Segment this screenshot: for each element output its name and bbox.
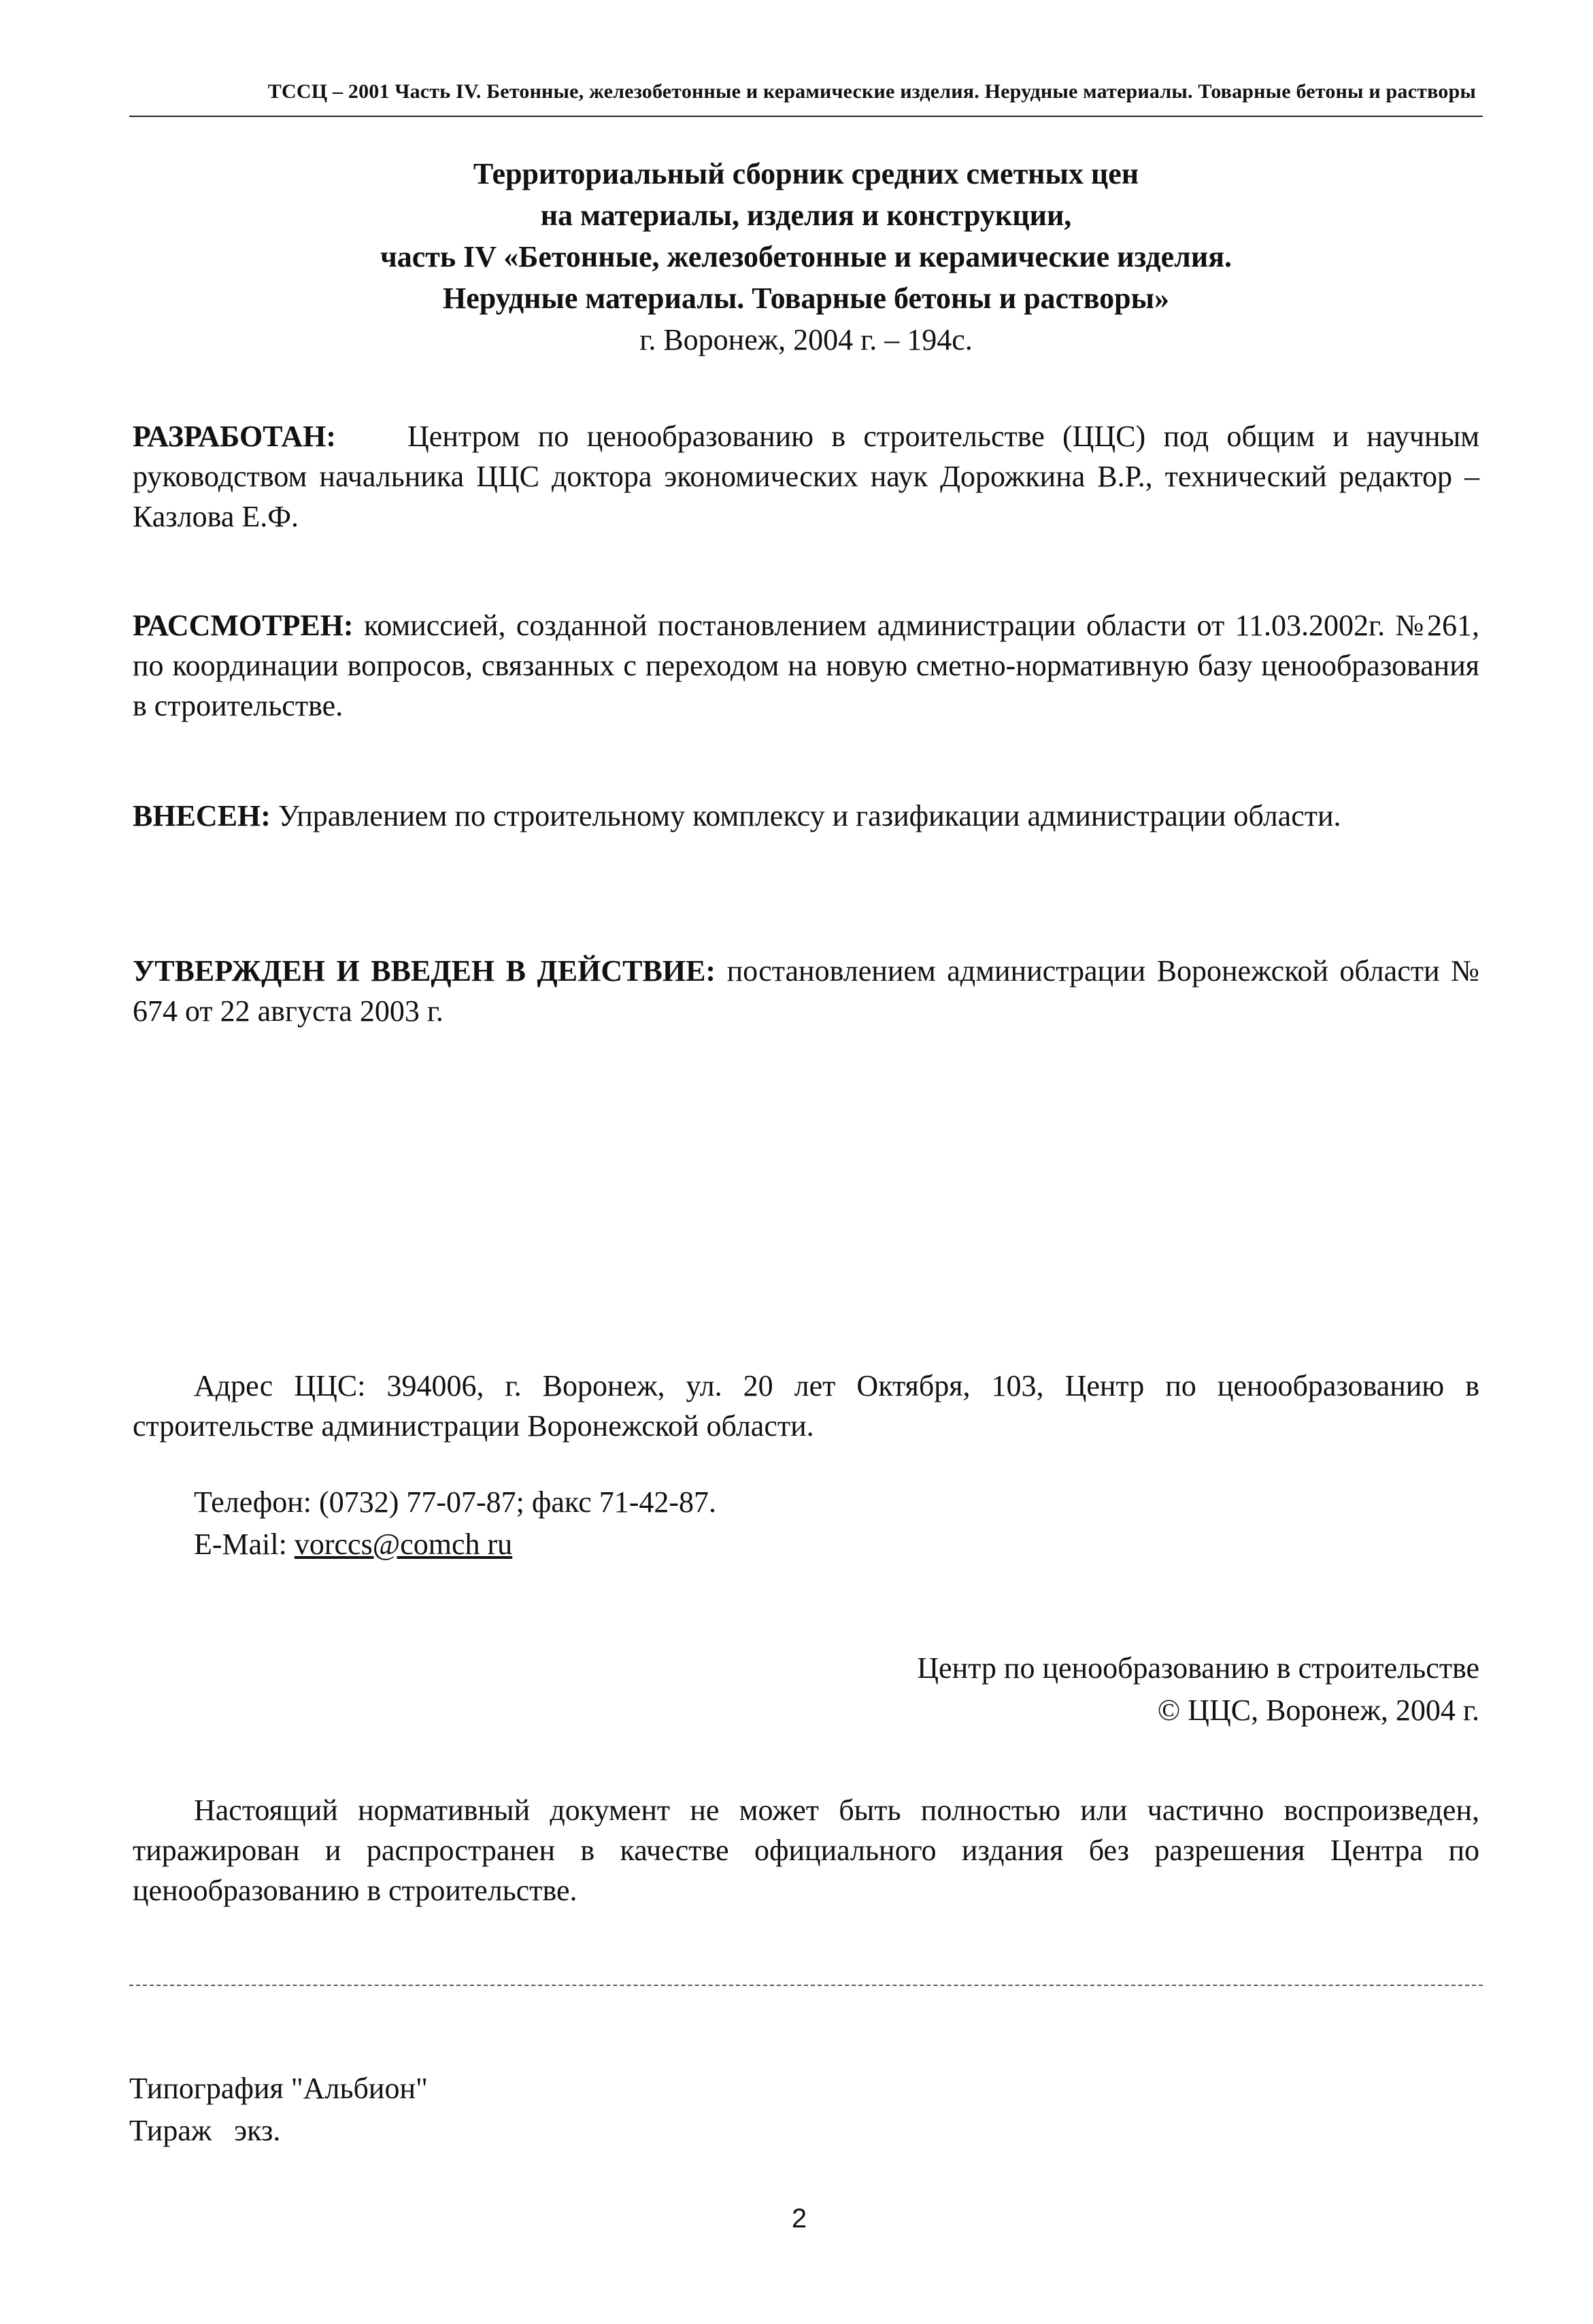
- title-line-4: Нерудные материалы. Товарные бетоны и растворы»: [443, 282, 1169, 315]
- title-line-3: часть IV «Бетонные, железобетонные и керамические изделия.: [380, 240, 1233, 273]
- section-introduced-text: Управлением по строительному комплексу и газификации администрации области.: [278, 799, 1341, 832]
- copyright-line: © ЦЦС, Воронеж, 2004 г.: [1157, 1694, 1479, 1727]
- page-number: 2: [791, 2204, 807, 2234]
- phone-line: Телефон: (0732) 77-07-87; факс 71-42-87.: [194, 1485, 717, 1519]
- section-introduced-label: ВНЕСЕН:: [133, 799, 271, 832]
- section-approved: [133, 951, 1479, 1031]
- reproduction-notice: Настоящий нормативный документ не может быть полностью или частично воспроизведен, тиражирован и распространен в качестве официального издания без разрешения Центра по ценообразованию в строительстве.: [133, 1793, 1479, 1907]
- email-label: E-Mail:: [194, 1528, 287, 1561]
- section-reviewed: [133, 605, 1479, 726]
- printer-name: Типография "Альбион": [129, 2072, 428, 2105]
- section-reviewed-label: РАССМОТРЕН:: [133, 609, 354, 642]
- running-header: ТССЦ – 2001 Часть IV. Бетонные, железобетонные и керамические изделия. Нерудные материалы. Товарные бетоны и растворы: [267, 80, 1476, 103]
- section-developed-text: Центром по ценообразованию в строительстве (ЦЦС) под общим и научным руководством начальника ЦЦС доктора экономических наук Дорожкина В.Р., технический редактор – Казлова Е.Ф.: [133, 420, 1479, 533]
- section-developed-label: РАЗРАБОТАН:: [133, 420, 336, 453]
- section-reviewed-text: комиссией, созданной постановлением администрации области от 11.03.2002г. №261, по координации вопросов, связанных с переходом на новую сметно-нормативную базу ценообразования в строительстве.: [133, 609, 1479, 722]
- email-line: [194, 1523, 1418, 1566]
- contacts-block: [194, 1481, 1418, 1566]
- organization-block: [748, 1647, 1479, 1732]
- print-run: Тираж экз.: [129, 2114, 281, 2147]
- title-line-1: Территориальный сборник средних сметных цен: [473, 157, 1139, 190]
- section-introduced: [133, 796, 1479, 836]
- title-line-2: на материалы, изделия и конструкции,: [540, 199, 1072, 232]
- organization-name: Центр по ценообразованию в строительстве: [917, 1651, 1479, 1685]
- document-title: [129, 153, 1483, 360]
- imprint-block: [129, 2068, 741, 2152]
- email-link[interactable]: vorccs@comch ru: [294, 1528, 513, 1561]
- footer-divider: [129, 1985, 1483, 1986]
- section-developed: [133, 416, 1479, 537]
- address-paragraph: Адрес ЦЦС: 394006, г. Воронеж, ул. 20 лет Октября, 103, Центр по ценообразованию в строительстве администрации Воронежской области.: [133, 1369, 1479, 1443]
- section-approved-label: УТВЕРЖДЕН И ВВЕДЕН В ДЕЙСТВИЕ:: [133, 954, 716, 988]
- header-divider: [129, 116, 1483, 117]
- title-publication-info: г. Воронеж, 2004 г. – 194с.: [639, 323, 973, 356]
- section-approved-text: постановлением администрации Воронежской области № 674 от 22 августа 2003 г.: [133, 954, 1479, 1028]
